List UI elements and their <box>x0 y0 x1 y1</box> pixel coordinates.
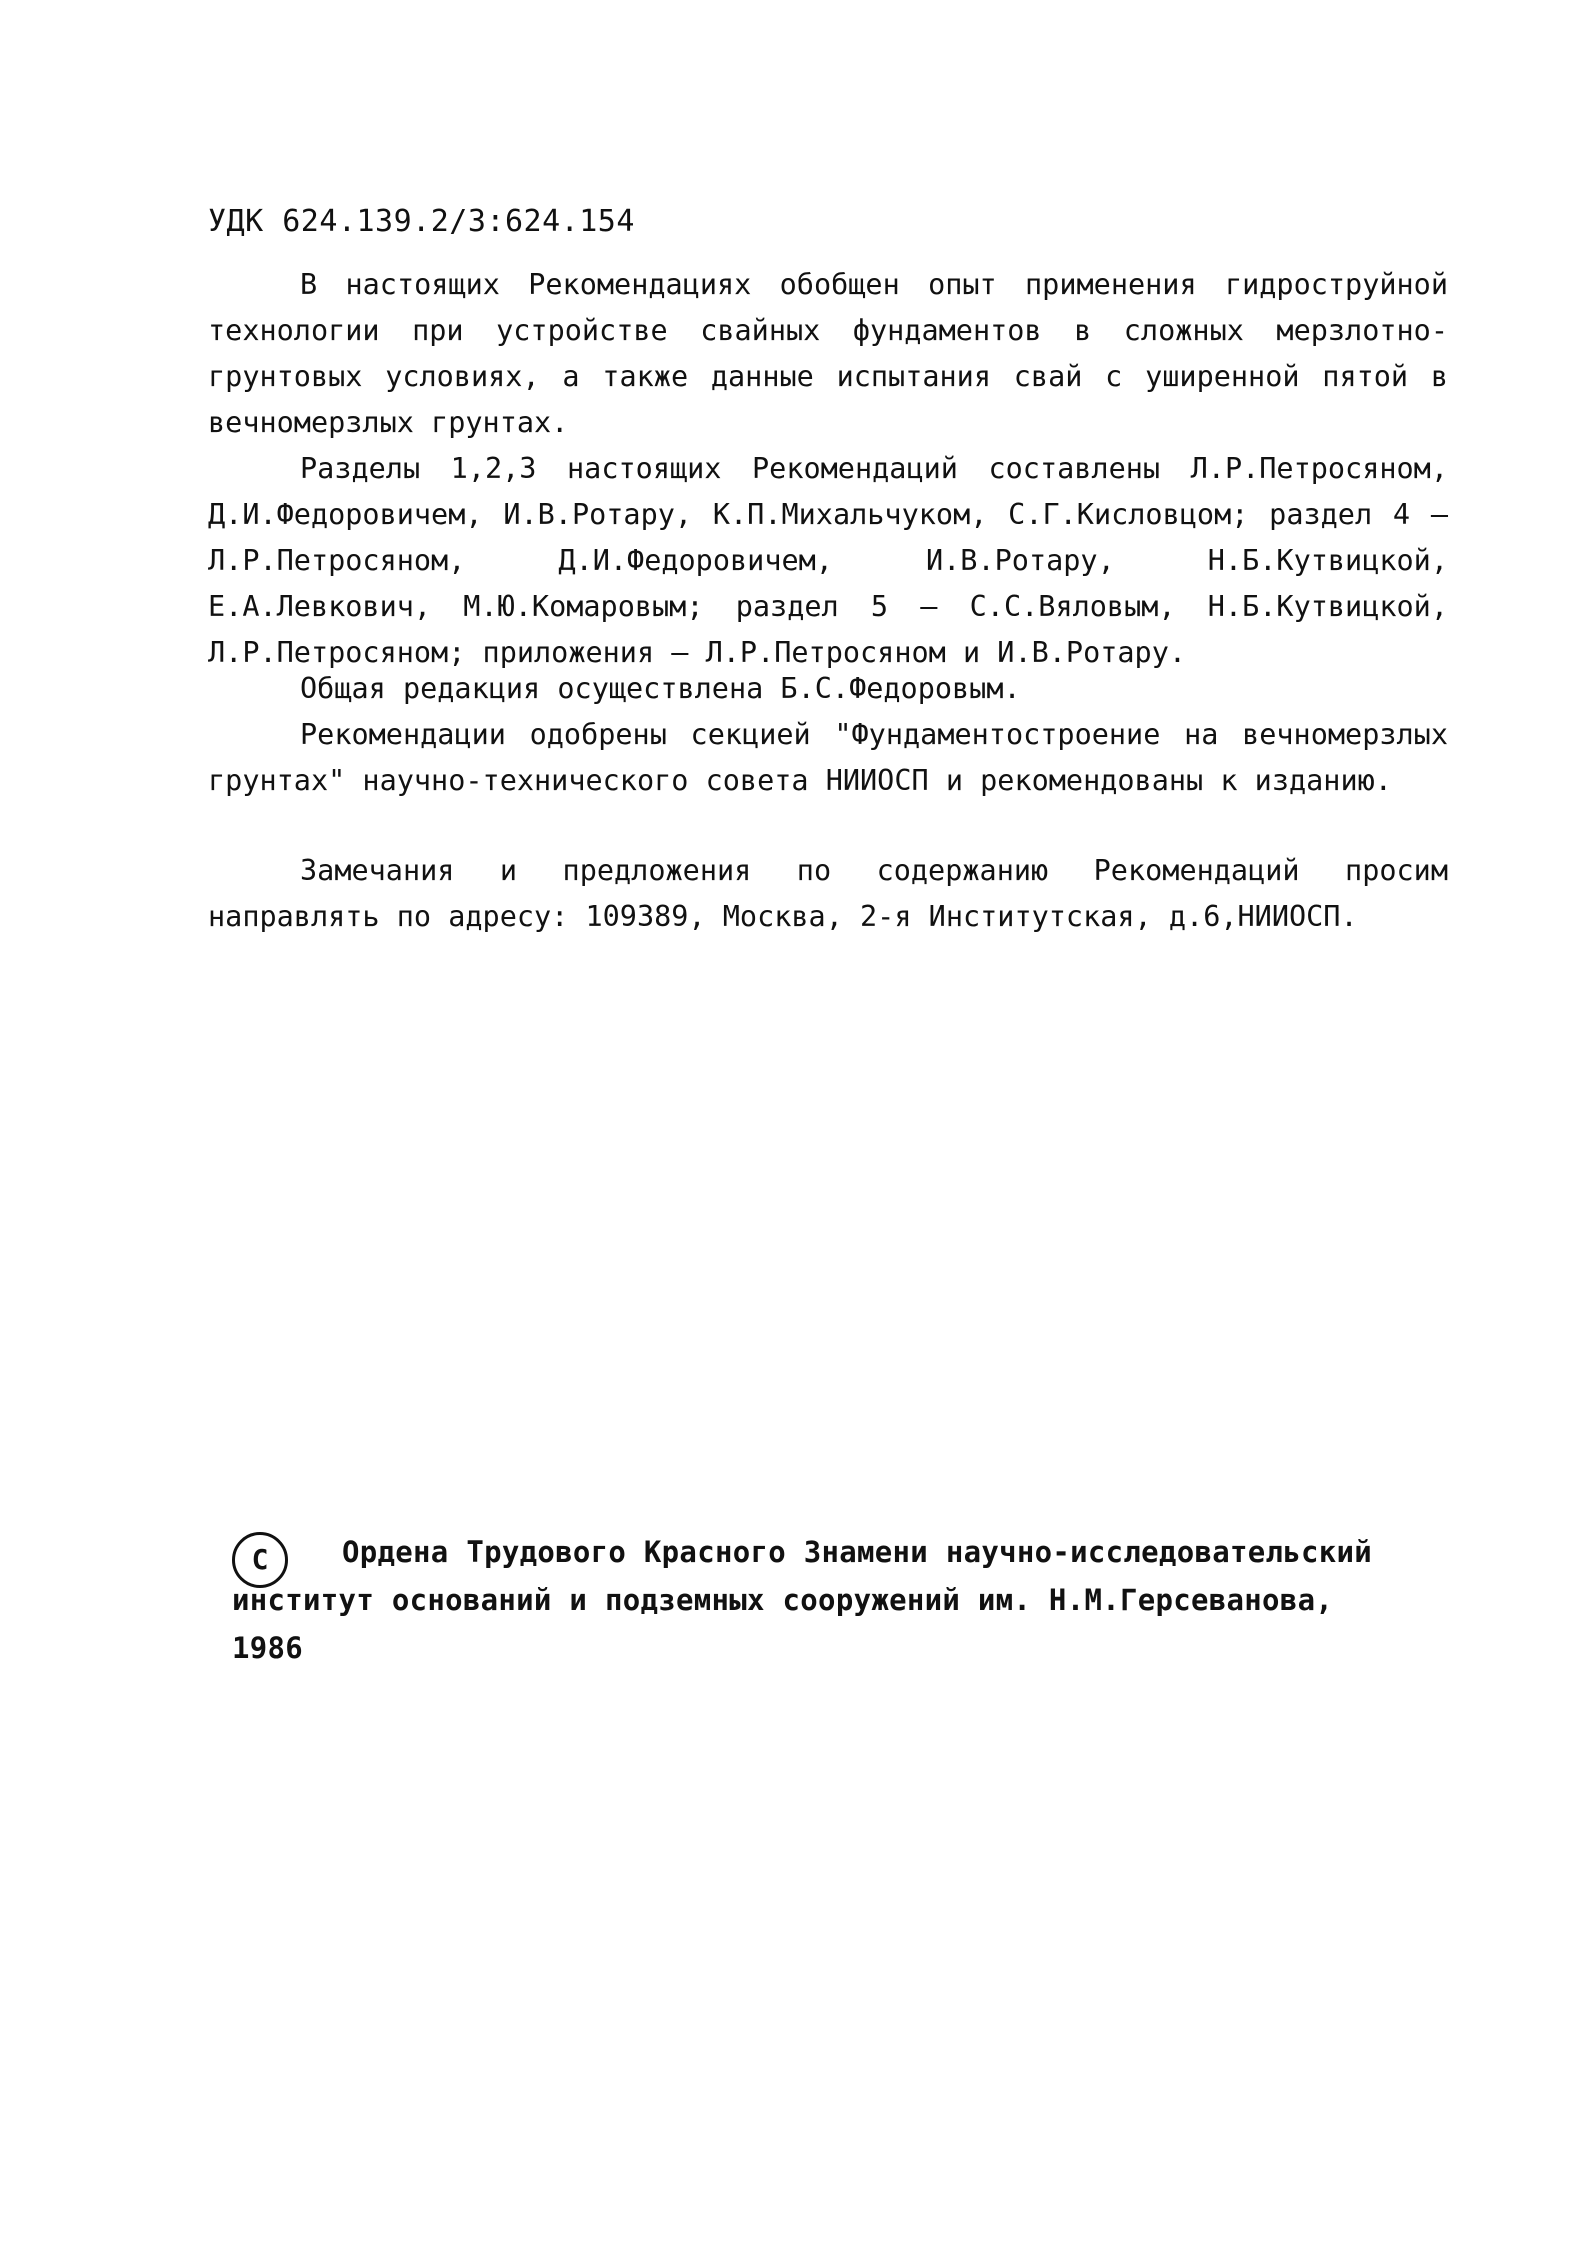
intro-paragraph: В настоящих Рекомендациях обобщен опыт применения гидроструйной технологии при устройстве свайных фундаментов в сложных мерзлотно-грунтовых условиях, а также данные испытания свай с уширенной пятой в вечномерзлых грунтах. <box>208 268 1448 439</box>
copyright-block <box>232 1528 1412 1688</box>
udc-code: УДК 624.139.2/3:624.154 <box>208 204 635 239</box>
copyright-icon: С <box>232 1532 288 1588</box>
copyright-text: Ордена Трудового Красного Знамени научно-исследовательский институт оснований и подземных сооружений им. Н.М.Герсеванова, 1986 <box>232 1535 1373 1665</box>
feedback-paragraph: Замечания и предложения по содержанию Рекомендаций просим направлять по адресу: 109389, Москва, 2-я Институтская, д.6,НИИОСП. <box>208 854 1448 933</box>
editor-paragraph: Общая редакция осуществлена Б.С.Федоровым. <box>300 672 1021 705</box>
approval-paragraph: Рекомендации одобрены секцией "Фундаментостроение на вечномерзлых грунтах" научно-технического совета НИИОСП и рекомендованы к изданию. <box>208 718 1448 797</box>
authors-paragraph: Разделы 1,2,3 настоящих Рекомендаций составлены Л.Р.Петросяном, Д.И.Федоровичем, И.В.Ротару, К.П.Михальчуком, С.Г.Кисловцом; раздел 4 – Л.Р.Петросяном, Д.И.Федоровичем, И.В.Ротару, Н.Б.Кутвицкой, Е.А.Левкович, М.Ю.Комаровым; раздел 5 – С.С.Вяловым, Н.Б.Кутвицкой, Л.Р.Петросяном; приложения – Л.Р.Петросяном и И.В.Ротару. <box>208 452 1448 669</box>
